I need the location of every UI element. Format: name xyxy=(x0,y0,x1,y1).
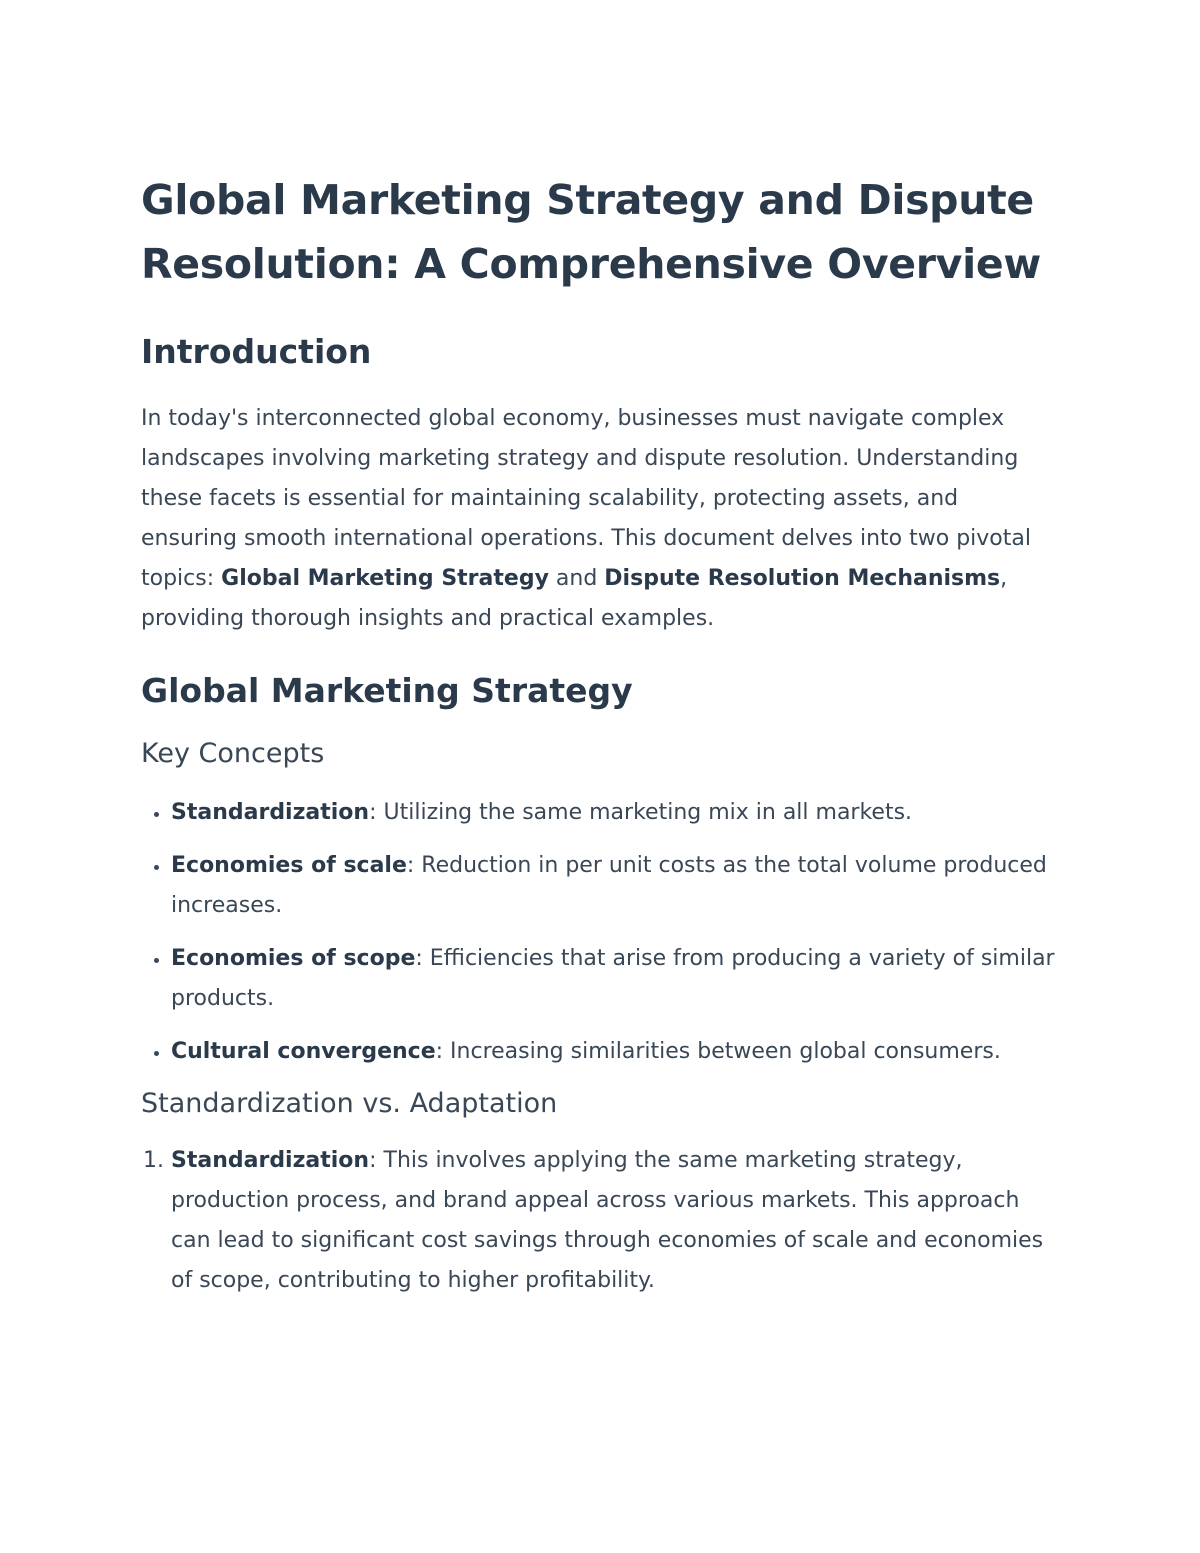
term: Economies of scope xyxy=(171,946,416,971)
list-item xyxy=(171,939,1061,1019)
intro-bold-dispute-resolution: Dispute Resolution Mechanisms xyxy=(604,566,1001,591)
definition: : Increasing similarities between global consumers. xyxy=(435,1039,1001,1064)
introduction-paragraph xyxy=(141,399,1041,639)
intro-text-middle: and xyxy=(548,566,605,591)
definition: : Reduction in per unit costs as the total volume produced increases. xyxy=(171,853,1047,918)
intro-bold-global-marketing: Global Marketing Strategy xyxy=(221,566,549,591)
key-concepts-list xyxy=(141,793,1061,1072)
list-item xyxy=(171,846,1061,926)
term: Standardization xyxy=(171,800,370,825)
list-item xyxy=(171,1141,1061,1301)
term: Economies of scale xyxy=(171,853,407,878)
global-marketing-heading: Global Marketing Strategy xyxy=(141,671,633,710)
definition: : This involves applying the same marketing strategy, production process, and brand appeal across various markets. This approach can lead to significant cost savings through economies of scale and economies of scope, contributing to higher profitability. xyxy=(171,1148,1044,1293)
list-item xyxy=(171,793,1061,833)
definition: : Efficiencies that arise from producing a variety of similar products. xyxy=(171,946,1055,1011)
document-page xyxy=(141,168,1061,1314)
term: Cultural convergence xyxy=(171,1039,436,1064)
intro-text-after: , providing thorough insights and practical examples. xyxy=(141,566,1008,631)
std-vs-adapt-heading: Standardization vs. Adaptation xyxy=(141,1088,558,1119)
definition: : Utilizing the same marketing mix in all markets. xyxy=(369,800,913,825)
key-concepts-heading: Key Concepts xyxy=(141,738,325,769)
intro-text-before: In today's interconnected global economy, businesses must navigate complex landscapes involving marketing strategy and dispute resolution. Understanding these facets is essential for maintaining scalability, protecting assets, and ensuring smooth international operations. This document delves into two pivotal topics: xyxy=(141,406,1031,591)
term: Standardization xyxy=(171,1148,370,1173)
document-title: Global Marketing Strategy and Dispute Resolution: A Comprehensive Overview xyxy=(141,176,1041,288)
list-item xyxy=(171,1032,1061,1072)
introduction-heading: Introduction xyxy=(141,332,372,371)
std-vs-adapt-list xyxy=(141,1141,1061,1301)
